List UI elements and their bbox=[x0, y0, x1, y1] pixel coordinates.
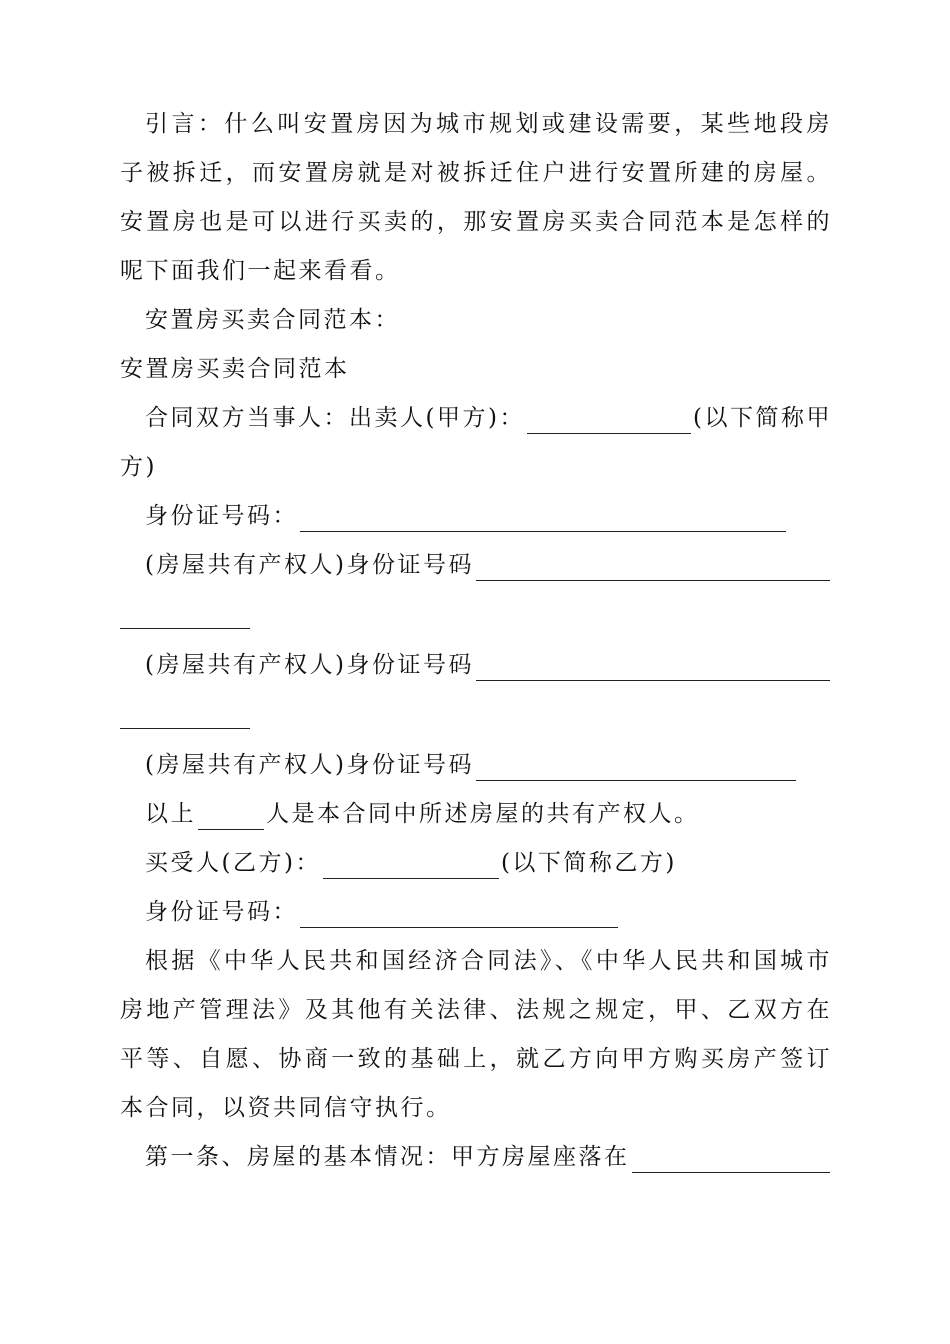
co-owner-count-row bbox=[120, 790, 832, 839]
seller-suffix-continued: 方) bbox=[120, 454, 157, 480]
intro-paragraph: 引言：什么叫安置房因为城市规划或建设需要，某些地段房子被拆迁，而安置房就是对被拆迁住户进行安置所建的房屋。安置房也是可以进行买卖的，那安置房买卖合同范本是怎样的呢下面我们一起来看看。 bbox=[120, 111, 832, 284]
seller-id-row bbox=[120, 492, 832, 541]
document-page bbox=[120, 100, 832, 1182]
co-owner-label-1: (房屋共有产权人)身份证号码 bbox=[145, 552, 474, 578]
co-owner-label-3: (房屋共有产权人)身份证号码 bbox=[145, 752, 474, 778]
co-owner-count-prefix: 以上 bbox=[145, 801, 196, 827]
co-owner-label-2: (房屋共有产权人)身份证号码 bbox=[145, 652, 474, 678]
buyer-label: 买受人(乙方)： bbox=[145, 850, 321, 876]
buyer-row bbox=[120, 839, 832, 888]
co-owner-count-blank bbox=[198, 793, 264, 830]
seller-suffix: (以下简称甲 bbox=[693, 405, 832, 431]
seller-name-blank bbox=[527, 397, 691, 434]
article-1-label: 第一条、房屋的基本情况：甲方房屋座落在 bbox=[145, 1144, 630, 1170]
property-location-blank bbox=[632, 1136, 831, 1173]
section-heading: 安置房买卖合同范本： bbox=[145, 307, 400, 333]
seller-label: 合同双方当事人：出卖人(甲方)： bbox=[145, 405, 525, 431]
seller-id-blank bbox=[300, 495, 786, 532]
co-owner-row-2 bbox=[120, 641, 832, 690]
co-owner-row-1 bbox=[120, 541, 832, 590]
contract-title: 安置房买卖合同范本 bbox=[120, 356, 350, 382]
co-owner-row-3 bbox=[120, 741, 832, 790]
buyer-id-blank bbox=[300, 891, 618, 928]
co-owner-id-blank-2 bbox=[476, 644, 830, 681]
article-1-row bbox=[120, 1133, 832, 1182]
co-owner-id-blank-1-continued bbox=[120, 590, 250, 629]
co-owner-count-suffix: 人是本合同中所述房屋的共有产权人。 bbox=[266, 801, 700, 827]
buyer-suffix: (以下简称乙方) bbox=[500, 850, 677, 876]
co-owner-id-blank-3 bbox=[476, 744, 796, 781]
buyer-id-label: 身份证号码： bbox=[145, 899, 298, 925]
co-owner-id-blank-2-continued bbox=[120, 690, 250, 729]
legal-basis-paragraph: 根据《中华人民共和国经济合同法》、《中华人民共和国城市房地产管理法》及其他有关法律、法规之规定，甲、乙双方在平等、自愿、协商一致的基础上，就乙方向甲方购买房产签订本合同，以资共同信守执行。 bbox=[120, 948, 832, 1121]
buyer-name-blank bbox=[323, 842, 499, 879]
seller-row bbox=[120, 394, 832, 443]
co-owner-id-blank-1 bbox=[476, 544, 830, 581]
buyer-id-row bbox=[120, 888, 832, 937]
seller-id-label: 身份证号码： bbox=[145, 503, 298, 529]
